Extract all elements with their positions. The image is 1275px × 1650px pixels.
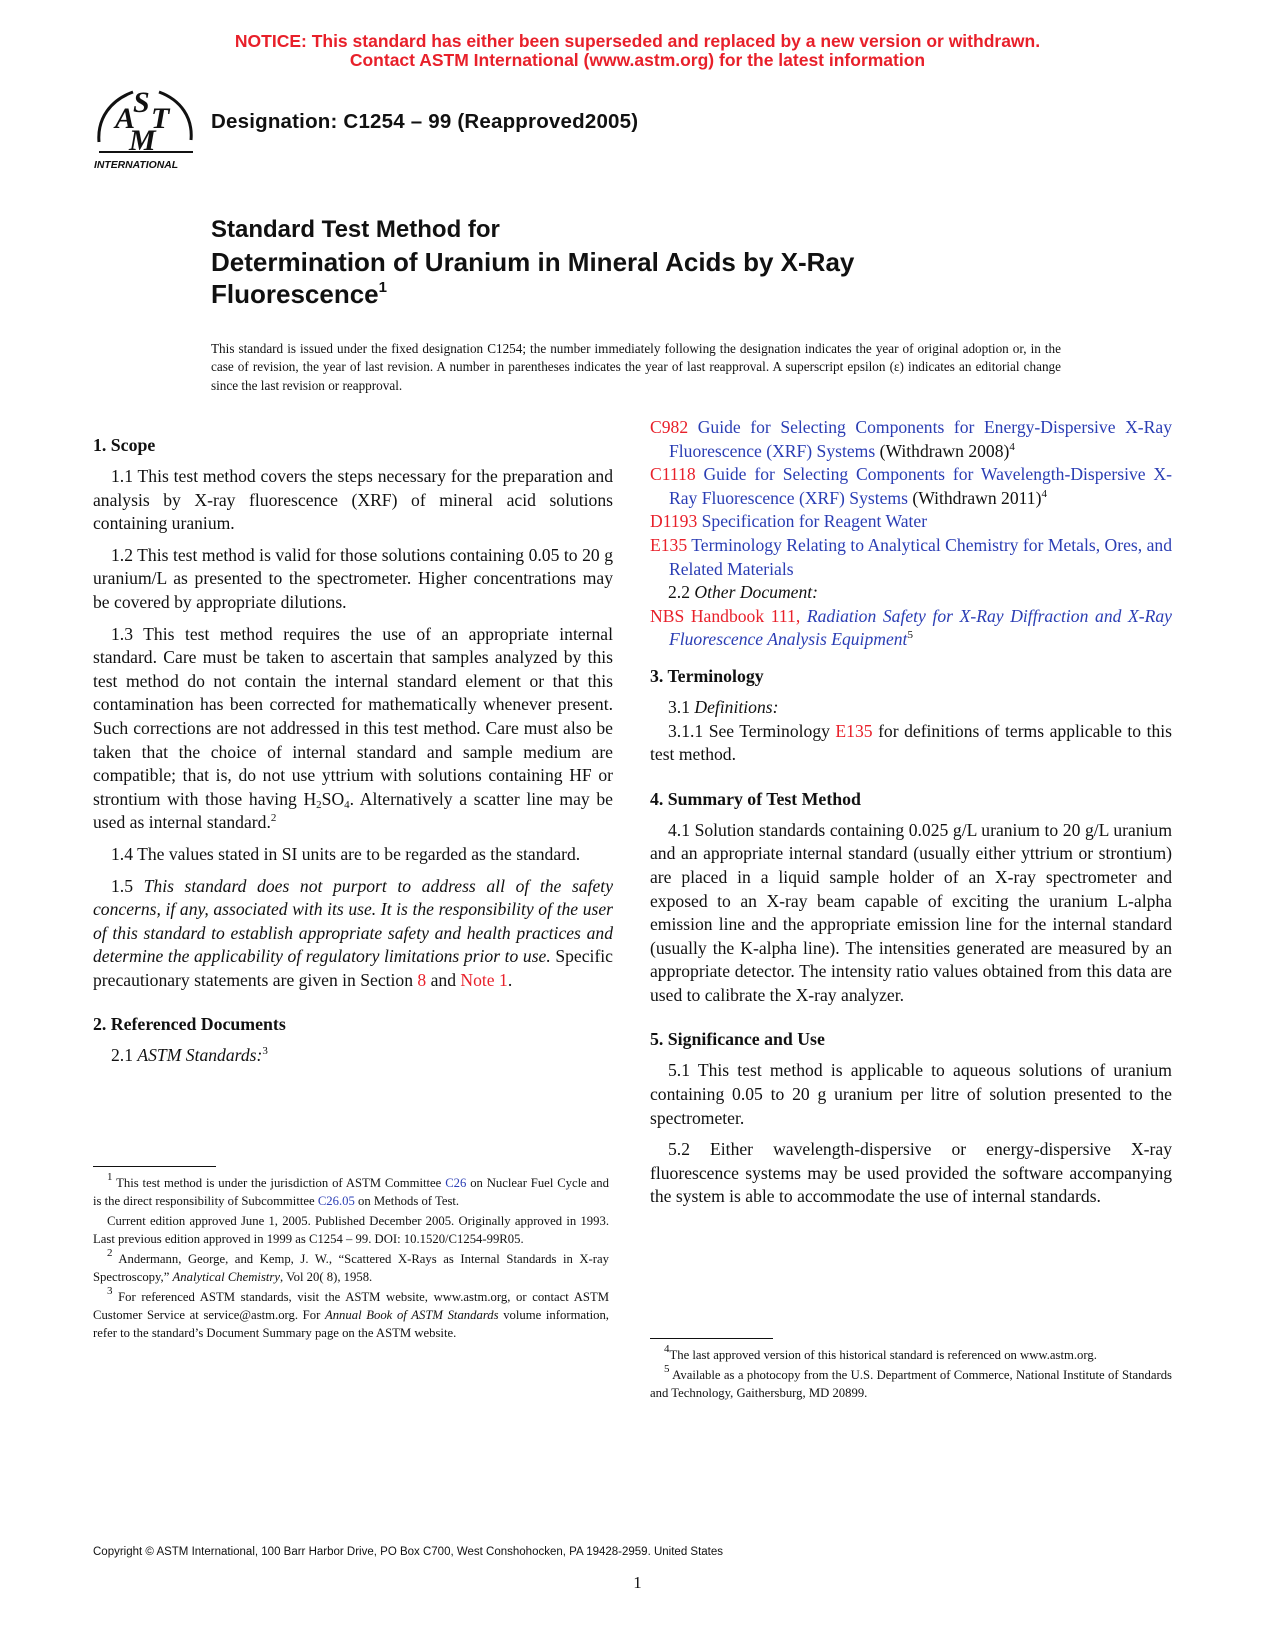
title-footnote-mark: 1 [378, 279, 387, 296]
title-line-2: Determination of Uranium in Mineral Acids by X-Ray Fluorescence [211, 247, 855, 309]
para-1-5: 1.5 This standard does not purport to address all of the safety concerns, if any, associated with its use. It is the responsibility of the user of this standard to establish appropriate safety and health practices and determine the applicability of regulatory limitations prior to use. Specific precautionary statements are given in Section 8 and Note 1. [93, 875, 614, 990]
footnote-4: $^4$The last approved version of this historical standard is referenced on www.astm.org. [664, 1343, 1097, 1362]
scope-heading: 1. Scope [93, 435, 156, 455]
footnote-2: $^2$ Andermann, George, and Kemp, J. W., “Scattered X-Rays as Internal Standards in X-ray Spectroscopy,” Analytical Chemistry, Vol 20( 8), 1958. [93, 1247, 609, 1284]
notice-line-1: NOTICE: This standard has either been superseded and replaced by a new version or withdrawn. [234, 31, 1041, 51]
footnote-rule-left [93, 1166, 216, 1167]
notice-line-2: Contact ASTM International (www.astm.org) for the latest information [349, 50, 926, 70]
footnote-1: $^1$ This test method is under the jurisdiction of ASTM Committee C26 on Nuclear Fuel Cycle and is the direct responsibility of Subcommittee C26.05 on Methods of Test. [93, 1171, 609, 1208]
e135-link[interactable]: E135 [835, 720, 873, 741]
para-3-1: 3.1 Definitions: [668, 696, 779, 717]
terminology-heading: 3. Terminology [650, 665, 764, 686]
note-1-link[interactable]: Note 1 [460, 969, 508, 990]
title-line-1: Standard Test Method for [211, 216, 500, 243]
svg-text:S: S [133, 86, 150, 119]
issued-note: This standard is issued under the fixed designation C1254; the number immediately following the designation indicates the year of original adoption or, in the case of revision, the year of last revision. A number in parentheses indicates the year of last reapproval. A superscript epsilon (ε) indicates an editorial change since the last revision or reapproval. [211, 341, 1061, 393]
reference-nbs-handbook[interactable]: NBS Handbook 111, Radiation Safety for X-Ray Diffraction and X-Ray Fluorescence Analysis Equipment$^5$ [650, 605, 1172, 650]
footnote-3: $^3$ For referenced ASTM standards, visit the ASTM website, www.astm.org, or contact ASTM Customer Service at service@astm.org. For Annual Book of ASTM Standards volume information, refer to the standard’s Document Summary page on the ASTM website. [93, 1285, 609, 1340]
section-8-link[interactable]: 8 [417, 969, 427, 990]
para-1-4: 1.4 The values stated in SI units are to be regarded as the standard. [111, 843, 581, 864]
footnotes-left [93, 1171, 609, 1344]
right-column [650, 416, 1172, 1217]
footnote-rule-right [650, 1338, 773, 1339]
para-1-2: 1.2 This test method is valid for those solutions containing 0.05 to 20 g uranium/L as presented to the spectrometer. Higher concentrations may be covered by appropriate dilutions. [93, 544, 613, 612]
para-1-3: 1.3 This test method requires the use of an appropriate internal standard. Care must be taken to ascertain that samples analyzed by this test method do not contain the internal standard element or that this contamination has been corrected for mathematically whenever present. Such corrections are not addressed in this test method. Care must also be taken that the choice of internal standard and sample medium are compatible; that is, do not use yttrium with solutions containing HF or strontium with those having $H_2SO_4$. Alternatively a scatter line may be used as internal standard.$^2$ [93, 623, 613, 833]
page-number: 1 [633, 1573, 642, 1592]
para-2-1: 2.1 ASTM Standards:$^3$ [111, 1045, 268, 1066]
para-1-1: 1.1 This test method covers the steps necessary for the preparation and analysis by X-ray fluorescence (XRF) of mineral acid solutions containing uranium. [93, 466, 613, 534]
significance-heading: 5. Significance and Use [650, 1029, 825, 1050]
reference-e135[interactable]: E135 Terminology Relating to Analytical Chemistry for Metals, Ores, and Related Materials [650, 534, 1172, 579]
reference-c982[interactable]: C982 Guide for Selecting Components for Energy-Dispersive X-Ray Fluorescence (XRF) Systems (Withdrawn 2008)$^4$ [650, 417, 1172, 461]
c26-link[interactable]: C26 [445, 1176, 467, 1190]
svg-text:M: M [129, 124, 156, 157]
copyright: Copyright © ASTM International, 100 Barr Harbor Drive, PO Box C700, West Conshohocken, PA 19428-2959. United States [93, 1546, 724, 1558]
footnotes-right [650, 1343, 1172, 1404]
para-3-1-1: 3.1.1 See Terminology E135 for definitions of terms applicable to this test method. [650, 720, 1172, 765]
reference-c1118[interactable]: C1118 Guide for Selecting Components for Wavelength-Dispersive X-Ray Fluorescence (XRF) Systems (Withdrawn 2011)$^4$ [650, 464, 1172, 508]
referenced-documents-heading: 2. Referenced Documents [93, 1014, 286, 1035]
para-5-1: 5.1 This test method is applicable to aqueous solutions of uranium containing 0.05 to 20 g uranium per litre of solution presented to the spectrometer. [650, 1060, 1172, 1128]
reference-d1193[interactable]: D1193 Specification for Reagent Water [650, 511, 928, 532]
summary-heading: 4. Summary of Test Method [650, 788, 861, 809]
footnote-1-edition: Current edition approved June 1, 2005. Published December 2005. Originally approved in 1993. Last previous edition approved in 1999 as C1254 – 99. DOI: 10.1520/C1254-99R05. [93, 1214, 609, 1246]
logo-text: INTERNATIONAL [94, 160, 179, 171]
withdrawal-notice [0, 32, 1275, 70]
para-2-2: 2.2 Other Document: [668, 582, 819, 603]
para-4-1: 4.1 Solution standards containing 0.025 g/L uranium to 20 g/L uranium and an appropriate internal standard (usually either yttrium or strontium) are placed in a liquid sample holder of an X-ray spectrometer and exposed to an X-ray beam capable of exciting the uranium L-alpha emission line and the appropriate emission line for the internal standard (usually the K-alpha line). The intensities generated are measured by an appropriate detector. The intensity ratio values obtained from this data are used to calibrate the X-ray analyzer. [650, 819, 1172, 1005]
document-title [211, 214, 971, 310]
designation: Designation: C1254 – 99 (Reapproved2005) [211, 110, 639, 133]
para-5-2: 5.2 Either wavelength-dispersive or energy-dispersive X-ray fluorescence systems may be used provided the software accompanying the system is able to accommodate the use of internal standards. [650, 1139, 1172, 1207]
c26-05-link[interactable]: C26.05 [317, 1194, 355, 1208]
svg-text:A: A [115, 102, 136, 135]
footnote-5: $^5$ Available as a photocopy from the U.S. Department of Commerce, National Institute of Standards and Technology, Gaithersburg, MD 20899. [650, 1363, 1172, 1400]
left-column [93, 434, 613, 1076]
svg-text:T: T [151, 102, 170, 135]
astm-logo-icon [93, 82, 199, 178]
